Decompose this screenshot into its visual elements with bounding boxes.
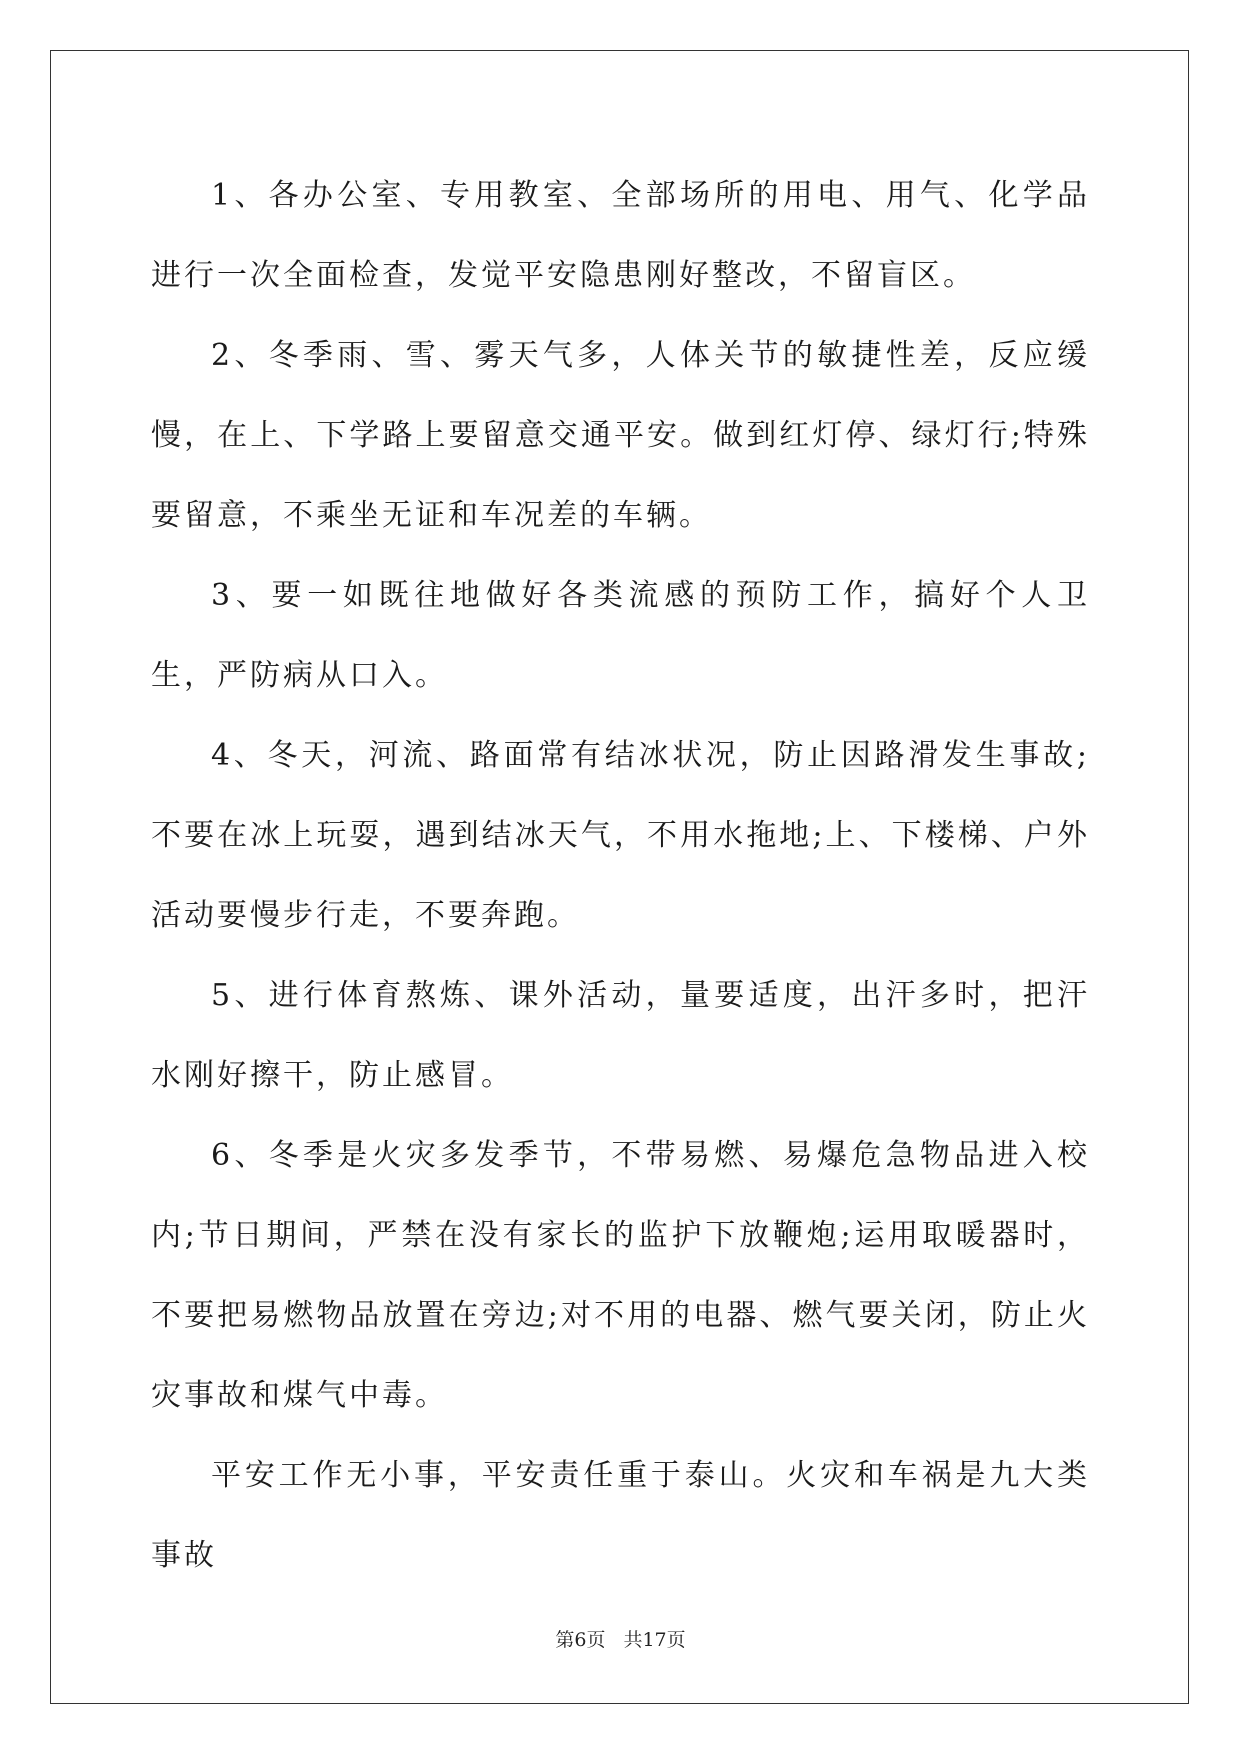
document-body (151, 156, 1090, 1596)
page-footer (0, 1625, 1241, 1652)
paragraph-5: 5、进行体育熬炼、课外活动，量要适度，出汗多时，把汗水刚好擦干，防止感冒。 (151, 978, 1090, 1093)
current-page-label: 第6页 (555, 1629, 606, 1651)
paragraph-3: 3、要一如既往地做好各类流感的预防工作，搞好个人卫生，严防病从口入。 (151, 578, 1090, 693)
total-pages-label: 共17页 (623, 1629, 686, 1651)
paragraph-2: 2、冬季雨、雪、雾天气多，人体关节的敏捷性差，反应缓慢，在上、下学路上要留意交通平安。做到红灯停、绿灯行;特殊要留意，不乘坐无证和车况差的车辆。 (151, 338, 1090, 533)
paragraph-6: 6、冬季是火灾多发季节，不带易燃、易爆危急物品进入校内;节日期间，严禁在没有家长的监护下放鞭炮;运用取暖器时，不要把易燃物品放置在旁边;对不用的电器、燃气要关闭，防止火灾事故和煤气中毒。 (151, 1138, 1090, 1413)
paragraph-4: 4、冬天，河流、路面常有结冰状况，防止因路滑发生事故;不要在冰上玩耍，遇到结冰天气，不用水拖地;上、下楼梯、户外活动要慢步行走，不要奔跑。 (151, 738, 1090, 933)
paragraph-7: 平安工作无小事，平安责任重于泰山。火灾和车祸是九大类事故 (151, 1458, 1090, 1573)
paragraph-1: 1、各办公室、专用教室、全部场所的用电、用气、化学品进行一次全面检查，发觉平安隐患刚好整改，不留盲区。 (151, 178, 1090, 293)
